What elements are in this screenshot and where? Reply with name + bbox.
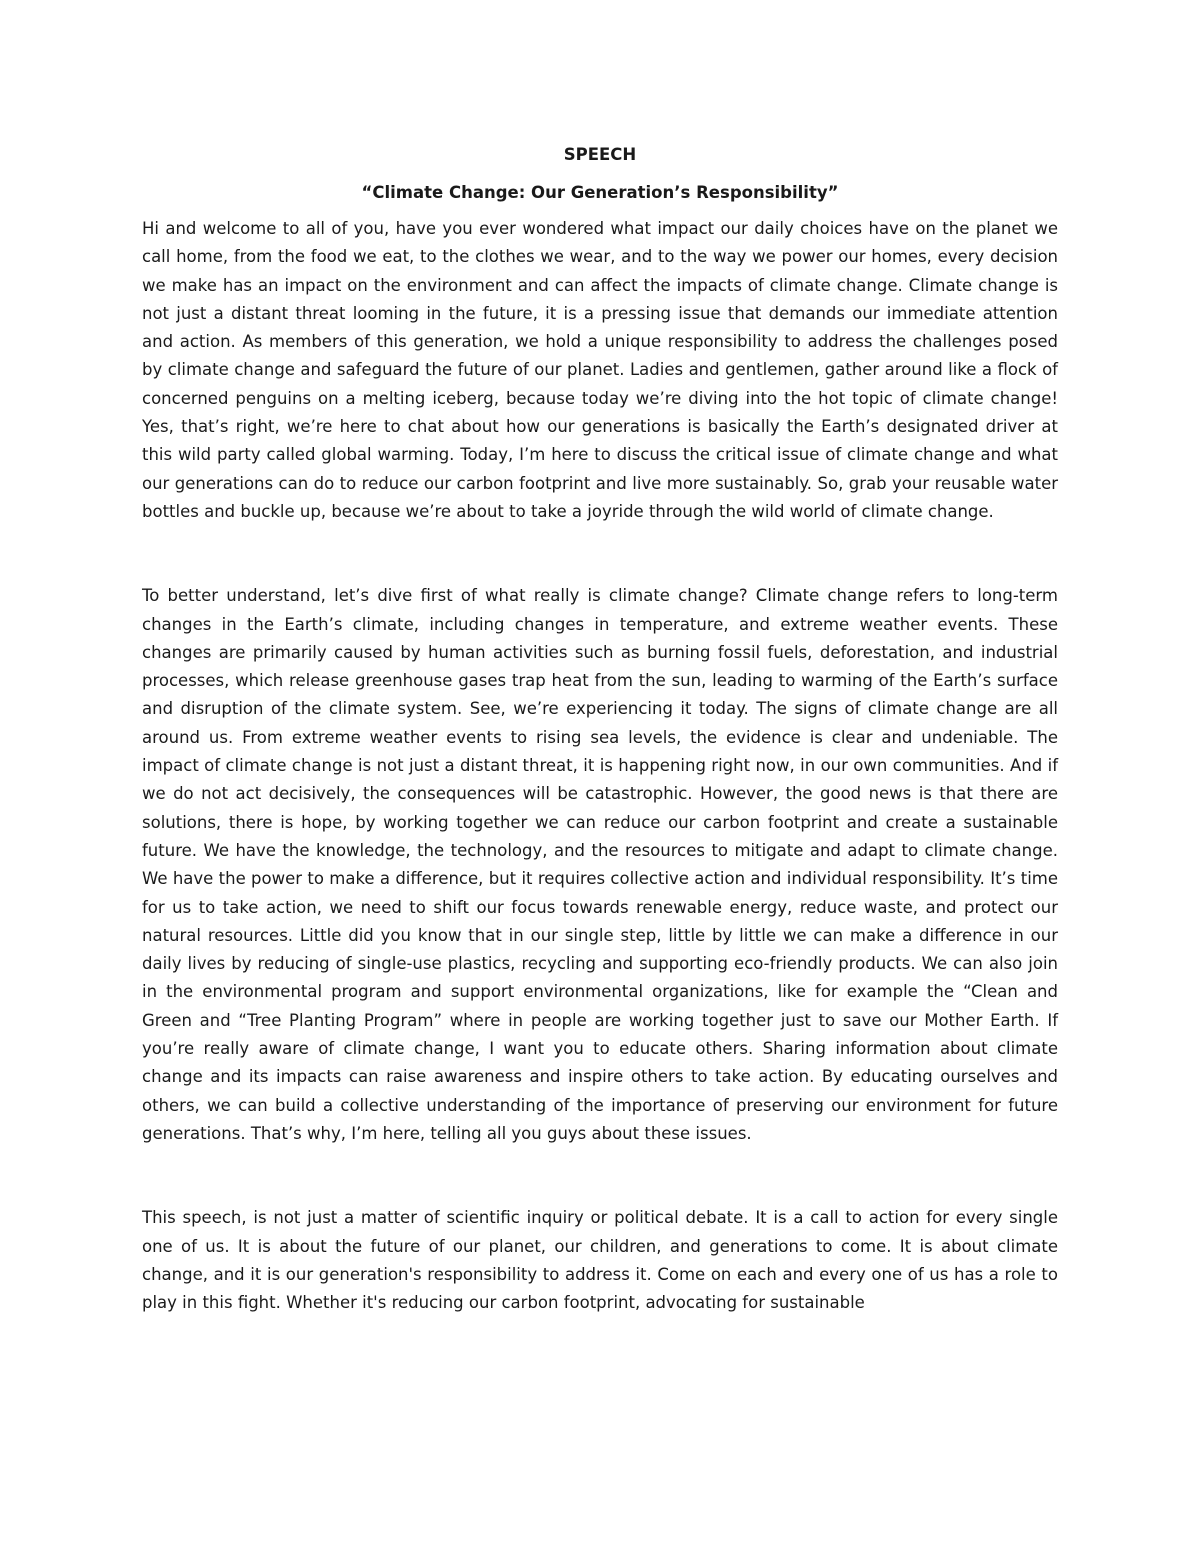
document-body — [142, 143, 1058, 1317]
document-title: SPEECH — [563, 145, 637, 164]
paragraph-intro: Hi and welcome to all of you, have you ever wondered what impact our daily choices have on the planet we call home, from the food we eat, to the clothes we wear, and to the way we power our homes, every decision we make has an impact on the environment and can affect the impacts of climate change. Climate change is not just a distant threat looming in the future, it is a pressing issue that demands our immediate attention and action. As members of this generation, we hold a unique responsibility to address the challenges posed by climate change and safeguard the future of our planet. Ladies and gentlemen, gather around like a flock of concerned penguins on a melting iceberg, because today we’re diving into the hot topic of climate change! Yes, that’s right, we’re here to chat about how our generations is basically the Earth’s designated driver at this wild party called global warming. Today, I’m here to discuss the critical issue of climate change and what our generations can do to reduce our carbon footprint and live more sustainably. So, grab your reusable water bottles and buckle up, because we’re about to take a joyride through the wild world of climate change. — [142, 219, 1058, 521]
paragraph-climate-change: To better understand, let’s dive first of what really is climate change? Climate change refers to long-term changes in the Earth’s climate, including changes in temperature, and extreme weather events. These changes are primarily caused by human activities such as burning fossil fuels, deforestation, and industrial processes, which release greenhouse gases trap heat from the sun, leading to warming of the Earth’s surface and disruption of the climate system. See, we’re experiencing it today. The signs of climate change are all around us. From extreme weather events to rising sea levels, the evidence is clear and undeniable. The impact of climate change is not just a distant threat, it is happening right now, in our own communities. And if we do not act decisively, the consequences will be catastrophic. However, the good news is that there are solutions, there is hope, by working together we can reduce our carbon footprint and create a sustainable future. We have the knowledge, the technology, and the resources to mitigate and adapt to climate change. We have the power to make a difference, but it requires collective action and individual responsibility. It’s time for us to take action, we need to shift our focus towards renewable energy, reduce waste, and protect our natural resources. Little did you know that in our single step, little by little we can make a difference in our daily lives by reducing of single-use plastics, recycling and supporting eco-friendly products. We can also join in the environmental program and support environmental organizations, like for example the “Clean and Green and “Tree Planting Program” where in people are working together just to save our Mother Earth. If you’re really aware of climate change, I want you to educate others. Sharing information about climate change and its impacts can raise awareness and inspire others to take action. By educating ourselves and others, we can build a collective understanding of the importance of preserving our environment for future generations. That’s why, I’m here, telling all you guys about these issues. — [142, 586, 1058, 1143]
speech-title: “Climate Change: Our Generation’s Responsibility” — [361, 183, 839, 202]
paragraph-call-to-action: This speech, is not just a matter of scientific inquiry or political debate. It is a call to action for every single one of us. It is about the future of our planet, our children, and generations to come. It is about climate change, and it is our generation's responsibility to address it. Come on each and every one of us has a role to play in this fight. Whether it's reducing our carbon footprint, advocating for sustainable — [142, 1208, 1058, 1313]
